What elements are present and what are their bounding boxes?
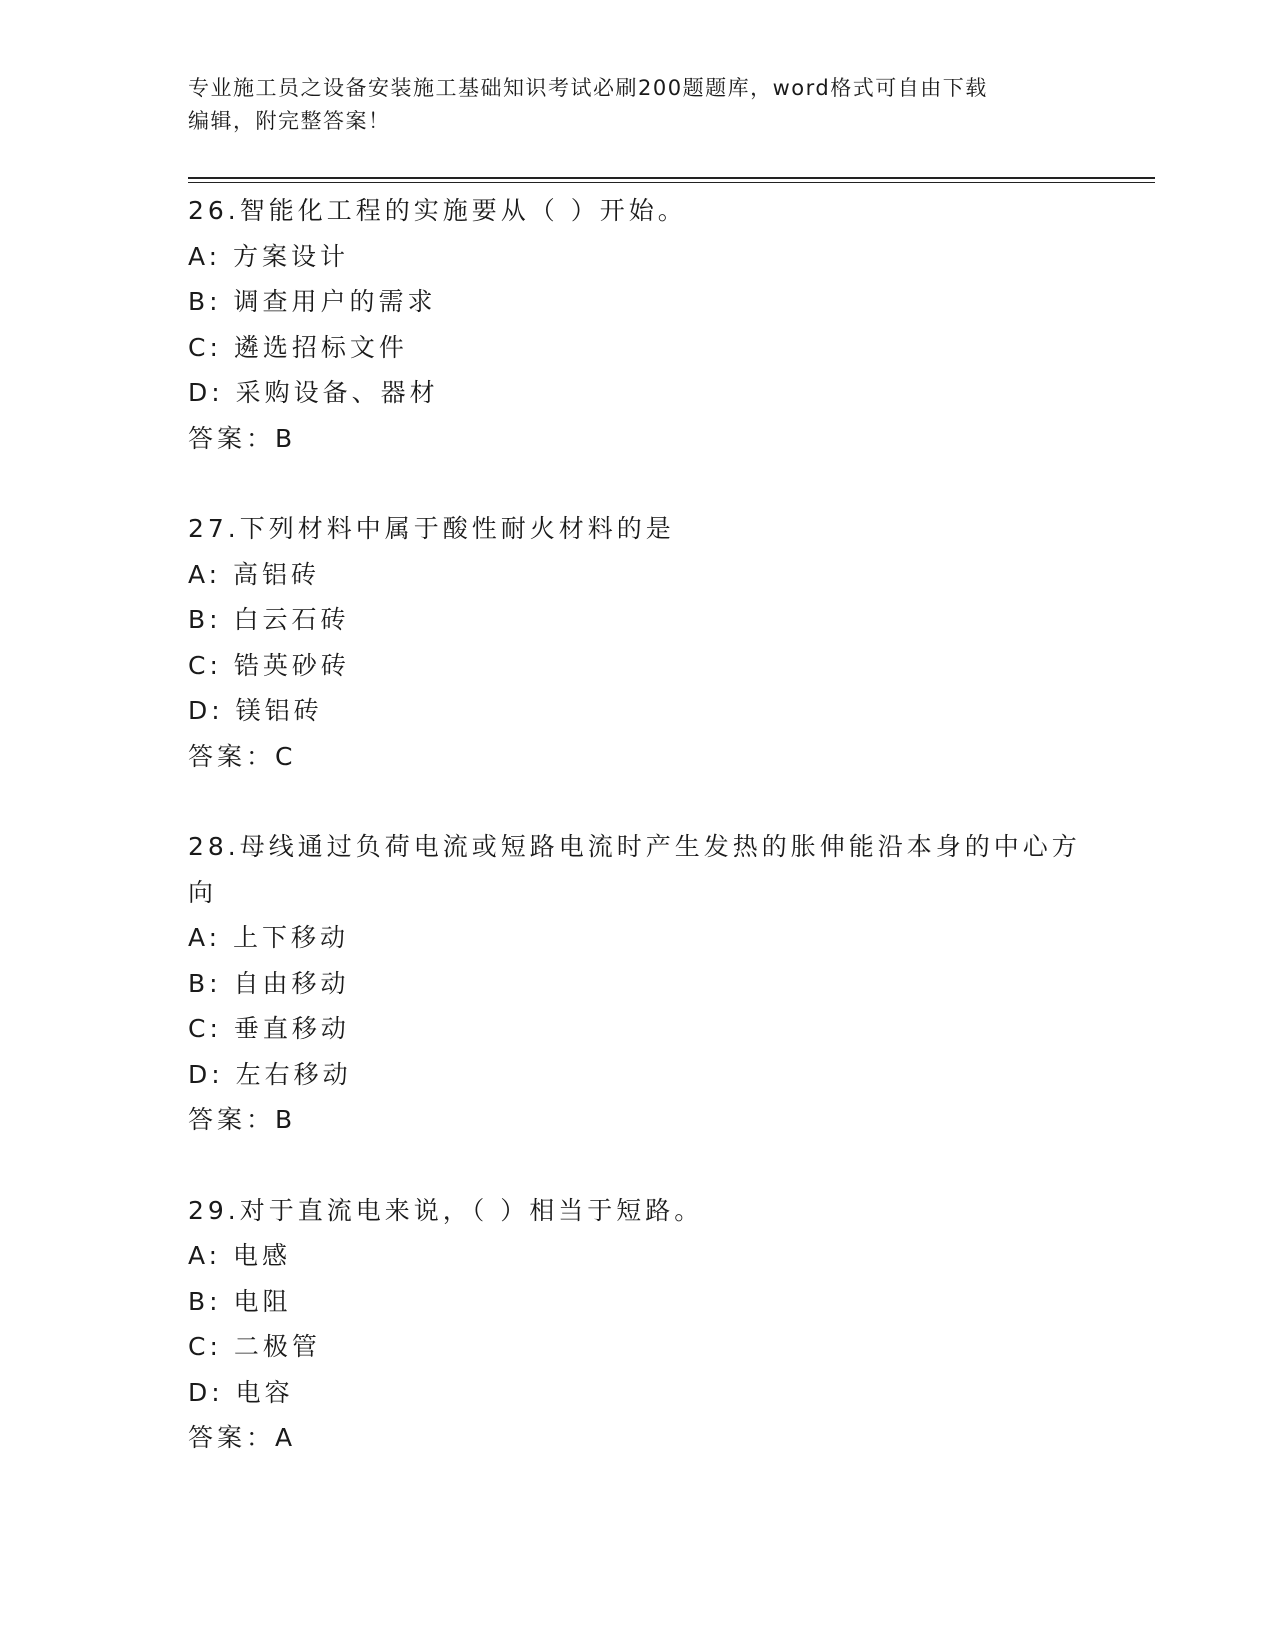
question-27 — [188, 506, 1088, 779]
option-c: C: 垂直移动 — [188, 1014, 350, 1043]
answer: 答案：B — [188, 423, 297, 453]
option-b: B: 电阻 — [188, 1286, 292, 1316]
question-list — [188, 188, 1088, 1506]
header-line-2: 编辑，附完整答案！ — [188, 109, 391, 133]
question-29 — [188, 1188, 1088, 1461]
option-c: C: 遴选招标文件 — [188, 332, 408, 362]
question-26 — [188, 188, 1088, 461]
option-d: D: 左右移动 — [188, 1059, 352, 1089]
header-divider-thin — [188, 182, 1155, 183]
option-a: A: 方案设计 — [188, 241, 350, 271]
option-a: A: 电感 — [188, 1241, 292, 1270]
option-a: A: 上下移动 — [188, 923, 350, 952]
question-stem: 27.下列材料中属于酸性耐火材料的是 — [188, 514, 675, 543]
option-a: A: 高铝砖 — [188, 559, 321, 589]
option-d: D: 电容 — [188, 1377, 294, 1407]
answer: 答案：C — [188, 741, 297, 771]
option-d: D: 采购设备、器材 — [188, 378, 439, 407]
header-line-1: 专业施工员之设备安装施工基础知识考试必刷200题题库，word格式可自由下载 — [188, 76, 988, 100]
answer: 答案：A — [188, 1423, 297, 1452]
question-stem: 26.智能化工程的实施要从（ ）开始。 — [188, 196, 687, 225]
question-28 — [188, 824, 1088, 1143]
header-divider-thick — [188, 177, 1155, 179]
option-d: D: 镁铝砖 — [188, 696, 323, 725]
option-b: B: 白云石砖 — [188, 605, 350, 634]
option-c: C: 二极管 — [188, 1332, 321, 1361]
option-c: C: 锆英砂砖 — [188, 650, 350, 680]
question-stem: 29.对于直流电来说，（ ）相当于短路。 — [188, 1195, 704, 1225]
question-stem: 28.母线通过负荷电流或短路电流时产生发热的胀伸能沿本身的中心方向 — [188, 832, 1081, 907]
document-header — [188, 72, 1068, 138]
answer: 答案：B — [188, 1105, 297, 1134]
option-b: B: 调查用户的需求 — [188, 287, 437, 316]
option-b: B: 自由移动 — [188, 968, 350, 998]
